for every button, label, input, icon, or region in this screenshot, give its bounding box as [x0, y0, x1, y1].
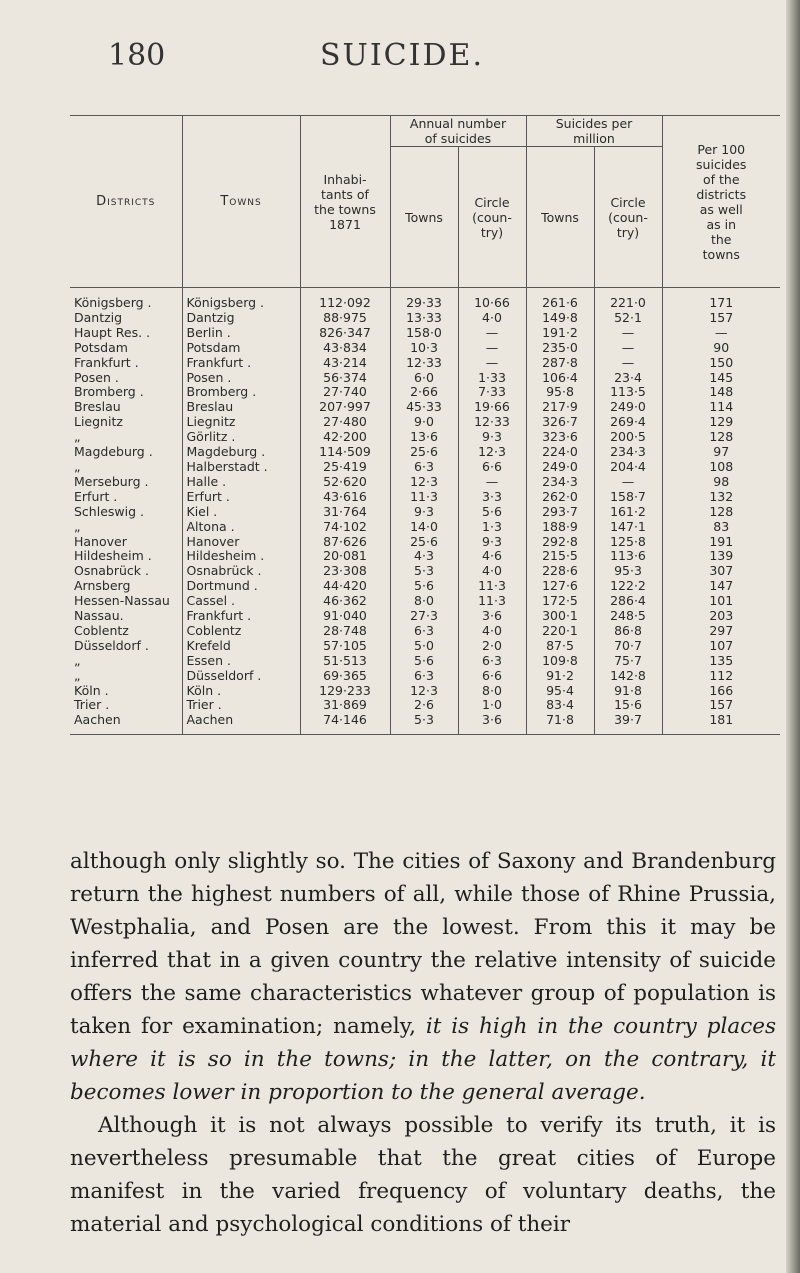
per-100-cell: 90 — [662, 341, 780, 356]
inhabitants-cell: 28·748 — [300, 624, 390, 639]
district-cell: Schleswig . — [74, 504, 144, 519]
million-circle-cell: 39·7 — [594, 713, 662, 734]
annual-towns-cell: 12·3 — [390, 475, 458, 490]
inhabitants-cell: 74·146 — [300, 713, 390, 734]
million-circle-cell: 70·7 — [594, 639, 662, 654]
town-cell: Osnabrück . — [182, 564, 300, 579]
inhabitants-cell: 31·869 — [300, 698, 390, 713]
million-towns-cell: 95·8 — [526, 385, 594, 400]
town-cell: Liegnitz — [182, 415, 300, 430]
town-cell: Hanover — [182, 535, 300, 550]
district-cell: Potsdam — [74, 340, 128, 355]
inhabitants-cell: 112·092 — [300, 288, 390, 311]
million-circle-cell: 234·3 — [594, 445, 662, 460]
per-100-cell: 148 — [662, 385, 780, 400]
million-circle-cell: 161·2 — [594, 505, 662, 520]
town-cell: Aachen — [182, 713, 300, 734]
town-cell: Krefeld — [182, 639, 300, 654]
million-towns-cell: 91·2 — [526, 669, 594, 684]
per-100-cell: 129 — [662, 415, 780, 430]
table-row — [70, 549, 780, 564]
million-towns-cell: 172·5 — [526, 594, 594, 609]
town-cell: Posen . — [182, 371, 300, 386]
annual-circle-cell: 19·66 — [458, 400, 526, 415]
table-row — [70, 475, 780, 490]
annual-towns-cell: 12·33 — [390, 356, 458, 371]
table-row — [70, 684, 780, 699]
annual-circle-cell: 12·3 — [458, 445, 526, 460]
million-circle-cell: 75·7 — [594, 654, 662, 669]
million-towns-cell: 293·7 — [526, 505, 594, 520]
annual-circle-cell: — — [458, 326, 526, 341]
inhabitants-cell: 52·620 — [300, 475, 390, 490]
million-towns-cell: 149·8 — [526, 311, 594, 326]
inhabitants-cell: 42·200 — [300, 430, 390, 445]
table-row — [70, 445, 780, 460]
million-circle-cell: 249·0 — [594, 400, 662, 415]
per-100-cell: 166 — [662, 684, 780, 699]
million-circle-cell: 86·8 — [594, 624, 662, 639]
million-circle-cell: 269·4 — [594, 415, 662, 430]
per-100-cell: 97 — [662, 445, 780, 460]
town-cell: Essen . — [182, 654, 300, 669]
million-towns-cell: 95·4 — [526, 684, 594, 699]
annual-circle-cell: 1·3 — [458, 520, 526, 535]
million-towns-cell: 109·8 — [526, 654, 594, 669]
town-cell: Hildesheim . — [182, 549, 300, 564]
per-100-cell: 145 — [662, 371, 780, 386]
million-towns-cell: 220·1 — [526, 624, 594, 639]
per-100-cell: 101 — [662, 594, 780, 609]
town-cell: Breslau — [182, 400, 300, 415]
million-towns-cell: 300·1 — [526, 609, 594, 624]
million-circle-cell: — — [594, 326, 662, 341]
annual-towns-cell: 9·0 — [390, 415, 458, 430]
million-circle-cell: 23·4 — [594, 371, 662, 386]
inhabitants-cell: 87·626 — [300, 535, 390, 550]
inhabitants-cell: 43·834 — [300, 341, 390, 356]
district-cell: „ — [74, 519, 81, 534]
town-cell: Halberstadt . — [182, 460, 300, 475]
million-circle-cell: — — [594, 475, 662, 490]
table-row — [70, 371, 780, 386]
million-towns-cell: 217·9 — [526, 400, 594, 415]
million-circle-cell: — — [594, 341, 662, 356]
annual-towns-cell: 9·3 — [390, 505, 458, 520]
annual-circle-cell: 12·33 — [458, 415, 526, 430]
suicide-statistics-table — [70, 115, 780, 735]
annual-towns-cell: 13·6 — [390, 430, 458, 445]
annual-circle-cell: 1·0 — [458, 698, 526, 713]
million-circle-cell: 122·2 — [594, 579, 662, 594]
per-100-cell: 128 — [662, 430, 780, 445]
million-towns-cell: 228·6 — [526, 564, 594, 579]
annual-circle-cell: 11·3 — [458, 594, 526, 609]
table-row — [70, 564, 780, 579]
inhabitants-cell: 43·616 — [300, 490, 390, 505]
annual-circle-cell: 6·6 — [458, 669, 526, 684]
million-circle-cell: 200·5 — [594, 430, 662, 445]
million-towns-cell: 249·0 — [526, 460, 594, 475]
annual-towns-cell: 6·0 — [390, 371, 458, 386]
inhabitants-cell: 23·308 — [300, 564, 390, 579]
annual-circle-cell: 4·0 — [458, 311, 526, 326]
million-towns-cell: 287·8 — [526, 356, 594, 371]
per-100-cell: 132 — [662, 490, 780, 505]
per-100-cell: 112 — [662, 669, 780, 684]
annual-towns-cell: 4·3 — [390, 549, 458, 564]
inhabitants-cell: 114·509 — [300, 445, 390, 460]
inhabitants-cell: 43·214 — [300, 356, 390, 371]
per-100-column-header: Per 100 suicides of the districts as well as in the towns — [662, 116, 780, 288]
annual-towns-cell: 8·0 — [390, 594, 458, 609]
annual-circle-cell: 6·3 — [458, 654, 526, 669]
annual-circle-cell: 8·0 — [458, 684, 526, 699]
town-cell: Bromberg . — [182, 385, 300, 400]
annual-towns-cell: 5·0 — [390, 639, 458, 654]
town-cell: Dantzig — [182, 311, 300, 326]
town-cell: Magdeburg . — [182, 445, 300, 460]
annual-circle-cell: 5·6 — [458, 505, 526, 520]
per-100-cell: 171 — [662, 288, 780, 311]
inhabitants-cell: 31·764 — [300, 505, 390, 520]
annual-circle-cell: 4·6 — [458, 549, 526, 564]
table-row — [70, 520, 780, 535]
annual-circle-cell: 3·6 — [458, 609, 526, 624]
per-100-cell: 157 — [662, 311, 780, 326]
town-cell: Coblentz — [182, 624, 300, 639]
annual-towns-cell: 11·3 — [390, 490, 458, 505]
inhabitants-cell: 74·102 — [300, 520, 390, 535]
annual-towns-cell: 5·6 — [390, 654, 458, 669]
million-circle-cell: 52·1 — [594, 311, 662, 326]
district-cell: Osnabrück . — [74, 564, 149, 579]
inhabitants-cell: 69·365 — [300, 669, 390, 684]
annual-towns-cell: 25·6 — [390, 535, 458, 550]
inhabitants-cell: 56·374 — [300, 371, 390, 386]
inhabitants-cell: 27·740 — [300, 385, 390, 400]
district-cell: Coblentz — [74, 623, 129, 638]
annual-circle-cell: 11·3 — [458, 579, 526, 594]
per-100-cell: — — [662, 326, 780, 341]
table-row — [70, 490, 780, 505]
annual-towns-cell: 6·3 — [390, 624, 458, 639]
million-towns-subheader: Towns — [526, 147, 594, 288]
page-number: 180 — [108, 38, 166, 73]
district-cell: Hildesheim . — [74, 549, 152, 564]
annual-towns-cell: 5·3 — [390, 713, 458, 734]
per-100-cell: 98 — [662, 475, 780, 490]
annual-towns-cell: 158·0 — [390, 326, 458, 341]
running-title: SUICIDE. — [320, 38, 484, 73]
per-100-cell: 135 — [662, 654, 780, 669]
annual-circle-subheader: Circle (coun- try) — [458, 147, 526, 288]
annual-towns-cell: 12·3 — [390, 684, 458, 699]
million-towns-cell: 235·0 — [526, 341, 594, 356]
million-towns-cell: 127·6 — [526, 579, 594, 594]
annual-towns-cell: 27·3 — [390, 609, 458, 624]
million-towns-cell: 262·0 — [526, 490, 594, 505]
table-row — [70, 311, 780, 326]
district-cell: Arnsberg — [74, 579, 131, 594]
district-cell: Trier . — [74, 698, 110, 713]
annual-circle-cell: 9·3 — [458, 430, 526, 445]
town-cell: Erfurt . — [182, 490, 300, 505]
paragraph: although only slightly so. The cities of Saxony and Brandenburg return the highest numbers of all, while those of Rhine Prussia, Westphalia, and Posen are the lowest. From this it may be inferred that in a given country the relative intensity of suicide offers the same characteristics whatever group of population is taken for examination; namely, it is high in the country places where it is so in the towns; in the latter, on the contrary, it becomes lower in proportion to the general average. — [70, 849, 777, 1105]
table-row — [70, 356, 780, 371]
town-cell: Halle . — [182, 475, 300, 490]
town-cell: Frankfurt . — [182, 609, 300, 624]
district-cell: Hessen-Nassau — [74, 594, 170, 609]
town-cell: Kiel . — [182, 505, 300, 520]
million-towns-cell: 224·0 — [526, 445, 594, 460]
annual-number-group-header: Annual number of suicides — [390, 116, 526, 147]
million-circle-cell: 147·1 — [594, 520, 662, 535]
towns-column-header: Towns — [182, 116, 300, 288]
inhabitants-cell: 91·040 — [300, 609, 390, 624]
page-edge-shadow — [786, 0, 800, 1273]
annual-circle-cell: — — [458, 341, 526, 356]
annual-circle-cell: 4·0 — [458, 624, 526, 639]
million-circle-cell: 221·0 — [594, 288, 662, 311]
district-cell: Nassau. — [74, 609, 124, 624]
annual-circle-cell: 4·0 — [458, 564, 526, 579]
district-cell: Merseburg . — [74, 474, 149, 489]
per-100-cell: 139 — [662, 549, 780, 564]
paragraph: Although it is not always possible to verify its truth, it is nevertheless presumable that the great cities of Europe manifest in the varied frequency of voluntary deaths, the material and psychological conditions of their — [70, 1113, 776, 1237]
annual-circle-cell: 10·66 — [458, 288, 526, 311]
table-row — [70, 400, 780, 415]
annual-circle-cell: 6·6 — [458, 460, 526, 475]
town-cell: Cassel . — [182, 594, 300, 609]
inhabitants-column-header: Inhabi- tants of the towns 1871 — [300, 116, 390, 288]
inhabitants-cell: 207·997 — [300, 400, 390, 415]
inhabitants-cell: 44·420 — [300, 579, 390, 594]
town-cell: Düsseldorf . — [182, 669, 300, 684]
district-cell: „ — [74, 668, 81, 683]
district-cell: Erfurt . — [74, 489, 118, 504]
district-cell: Haupt Res. . — [74, 325, 151, 340]
annual-towns-cell: 2·6 — [390, 698, 458, 713]
table-row — [70, 385, 780, 400]
annual-towns-cell: 13·33 — [390, 311, 458, 326]
per-100-cell: 157 — [662, 698, 780, 713]
per-million-group-header: Suicides per million — [526, 116, 662, 147]
town-cell: Köln . — [182, 684, 300, 699]
table-row — [70, 430, 780, 445]
table-row — [70, 698, 780, 713]
annual-circle-cell: — — [458, 356, 526, 371]
district-cell: Köln . — [74, 683, 109, 698]
million-circle-cell: 15·6 — [594, 698, 662, 713]
table-body — [70, 288, 780, 735]
annual-circle-cell: 9·3 — [458, 535, 526, 550]
inhabitants-cell: 51·513 — [300, 654, 390, 669]
million-towns-cell: 191·2 — [526, 326, 594, 341]
page-header — [0, 38, 800, 78]
per-100-cell: 203 — [662, 609, 780, 624]
annual-towns-subheader: Towns — [390, 147, 458, 288]
table-row — [70, 288, 780, 311]
table-row — [70, 713, 780, 734]
body-text — [70, 845, 776, 1241]
table-row — [70, 460, 780, 475]
district-cell: Liegnitz — [74, 415, 123, 430]
annual-towns-cell: 25·6 — [390, 445, 458, 460]
district-cell: Magdeburg . — [74, 445, 153, 460]
million-circle-cell: 113·6 — [594, 549, 662, 564]
district-cell: Posen . — [74, 370, 119, 385]
table-row — [70, 326, 780, 341]
million-towns-cell: 71·8 — [526, 713, 594, 734]
million-towns-cell: 188·9 — [526, 520, 594, 535]
district-cell: „ — [74, 459, 81, 474]
annual-circle-cell: 3·3 — [458, 490, 526, 505]
district-cell: Königsberg . — [70, 288, 182, 311]
million-towns-cell: 215·5 — [526, 549, 594, 564]
annual-towns-cell: 6·3 — [390, 460, 458, 475]
per-100-cell: 150 — [662, 356, 780, 371]
per-100-cell: 108 — [662, 460, 780, 475]
million-circle-cell: 204·4 — [594, 460, 662, 475]
inhabitants-cell: 57·105 — [300, 639, 390, 654]
inhabitants-cell: 20·081 — [300, 549, 390, 564]
district-cell: „ — [74, 430, 81, 445]
table-row — [70, 624, 780, 639]
million-circle-cell: 95·3 — [594, 564, 662, 579]
per-100-cell: 107 — [662, 639, 780, 654]
table-row — [70, 579, 780, 594]
emphasized-conclusion: it is high in the country places where it is so in the towns; in the latter, on the contrary, it becomes lower in proportion to the general average. — [70, 1014, 777, 1105]
table-row — [70, 341, 780, 356]
million-circle-cell: 286·4 — [594, 594, 662, 609]
districts-column-header: Districts — [70, 116, 182, 288]
annual-towns-cell: 14·0 — [390, 520, 458, 535]
district-cell: Hanover — [74, 534, 127, 549]
annual-circle-cell: 1·33 — [458, 371, 526, 386]
million-towns-cell: 83·4 — [526, 698, 594, 713]
town-cell: Görlitz . — [182, 430, 300, 445]
district-cell: Dantzig — [74, 310, 123, 325]
annual-towns-cell: 5·6 — [390, 579, 458, 594]
town-cell: Altona . — [182, 520, 300, 535]
table-row — [70, 639, 780, 654]
table-row — [70, 415, 780, 430]
annual-circle-cell: 2·0 — [458, 639, 526, 654]
town-cell: Frankfurt . — [182, 356, 300, 371]
inhabitants-cell: 826·347 — [300, 326, 390, 341]
million-circle-cell: 158·7 — [594, 490, 662, 505]
per-100-cell: 191 — [662, 535, 780, 550]
million-towns-cell: 106·4 — [526, 371, 594, 386]
inhabitants-cell: 129·233 — [300, 684, 390, 699]
annual-towns-cell: 29·33 — [390, 288, 458, 311]
million-towns-cell: 323·6 — [526, 430, 594, 445]
annual-towns-cell: 2·66 — [390, 385, 458, 400]
table-row — [70, 505, 780, 520]
per-100-cell: 181 — [662, 713, 780, 734]
million-circle-cell: 91·8 — [594, 684, 662, 699]
table-row — [70, 669, 780, 684]
per-100-cell: 147 — [662, 579, 780, 594]
district-cell: Bromberg . — [74, 385, 144, 400]
million-circle-cell: — — [594, 356, 662, 371]
table-row — [70, 535, 780, 550]
town-cell: Berlin . — [182, 326, 300, 341]
per-100-cell: 307 — [662, 564, 780, 579]
district-cell: „ — [74, 653, 81, 668]
annual-circle-cell: 3·6 — [458, 713, 526, 734]
town-cell: Trier . — [182, 698, 300, 713]
annual-towns-cell: 10·3 — [390, 341, 458, 356]
million-towns-cell: 326·7 — [526, 415, 594, 430]
per-100-cell: 128 — [662, 505, 780, 520]
per-100-cell: 83 — [662, 520, 780, 535]
per-100-cell: 114 — [662, 400, 780, 415]
annual-towns-cell: 5·3 — [390, 564, 458, 579]
annual-towns-cell: 6·3 — [390, 669, 458, 684]
million-circle-cell: 125·8 — [594, 535, 662, 550]
inhabitants-cell: 46·362 — [300, 594, 390, 609]
table-row — [70, 594, 780, 609]
town-cell: Potsdam — [182, 341, 300, 356]
town-cell: Dortmund . — [182, 579, 300, 594]
annual-towns-cell: 45·33 — [390, 400, 458, 415]
million-towns-cell: 292·8 — [526, 535, 594, 550]
district-cell: Frankfurt . — [74, 355, 139, 370]
town-cell: Königsberg . — [182, 288, 300, 311]
table-row — [70, 654, 780, 669]
table-row — [70, 609, 780, 624]
million-circle-cell: 113·5 — [594, 385, 662, 400]
million-towns-cell: 261·6 — [526, 288, 594, 311]
annual-circle-cell: — — [458, 475, 526, 490]
annual-circle-cell: 7·33 — [458, 385, 526, 400]
district-cell: Düsseldorf . — [74, 638, 149, 653]
million-towns-cell: 234·3 — [526, 475, 594, 490]
million-circle-cell: 142·8 — [594, 669, 662, 684]
million-towns-cell: 87·5 — [526, 639, 594, 654]
inhabitants-cell: 27·480 — [300, 415, 390, 430]
per-100-cell: 297 — [662, 624, 780, 639]
million-circle-cell: 248·5 — [594, 609, 662, 624]
inhabitants-cell: 88·975 — [300, 311, 390, 326]
district-cell: Aachen — [70, 713, 182, 734]
inhabitants-cell: 25·419 — [300, 460, 390, 475]
million-circle-subheader: Circle (coun- try) — [594, 147, 662, 288]
district-cell: Breslau — [74, 400, 121, 415]
